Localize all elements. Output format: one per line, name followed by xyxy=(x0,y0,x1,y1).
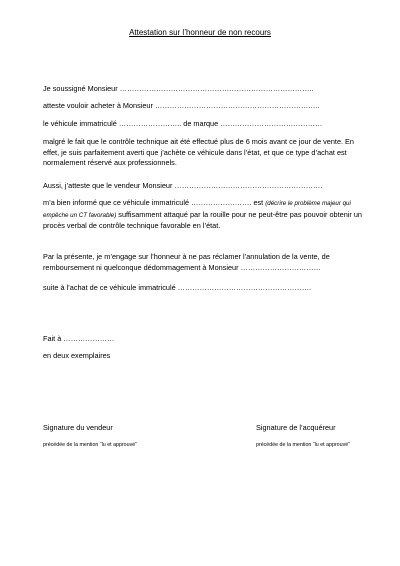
paragraph-controle-technique: malgré le fait que le contrôle technique ait été effectué plus de 6 mois avant ce jour de vente. En effet, je suis parfaitement averti que j’achète ce véhicule dans l’état, et que ce type d’achat est normalement réservé aux professionnels. xyxy=(43,137,354,167)
paragraph-rouille xyxy=(43,198,363,232)
rouille-text-start: m’a bien informé que ce véhicule immatriculé ……………………. est xyxy=(43,198,266,207)
line-acheter: atteste vouloir acheter à Monsieur ………………………………………………………….. xyxy=(43,101,320,110)
seller-signature-note: précédée de la mention “lu et approuvé” xyxy=(43,442,137,448)
line-soussigne: Je soussigné Monsieur …………………………………………………………………….. xyxy=(43,84,314,93)
rouille-italic-note: (décrire le problème majeur qui empêche un CT favorable) xyxy=(43,200,351,219)
line-fait-a: Fait à ………………… xyxy=(43,334,115,343)
buyer-signature-label: Signature de l’acquéreur xyxy=(256,423,336,432)
line-vendeur: Aussi, j’atteste que le vendeur Monsieur ……………………………………………………. xyxy=(43,181,323,190)
buyer-signature-note: précédée de la mention “lu et approuvé” xyxy=(256,442,350,448)
paragraph-engagement: Par la présente, je m’engage sur l’honneur à ne pas réclamer l’annulation de la vente, de remboursement ni quelconque dédommagement à Monsieur …………………………… xyxy=(43,252,330,272)
rouille-text-end: suffisamment attaqué par la rouille pour ne peut-être pas pouvoir obtenir un procès verbal de contrôle technique favorable en l’état. xyxy=(43,209,362,230)
seller-signature-label: Signature du vendeur xyxy=(43,423,113,432)
line-suite-achat: suite à l’achat de ce véhicule immatriculé ………………………………………………. xyxy=(43,283,312,292)
line-exemplaires: en deux exemplaires xyxy=(43,351,111,360)
document-title: Attestation sur l’honneur de non recours xyxy=(129,28,271,37)
line-vehicule-marque: le véhicule immatriculé …………………….. de marque …………………………………… xyxy=(43,119,323,128)
